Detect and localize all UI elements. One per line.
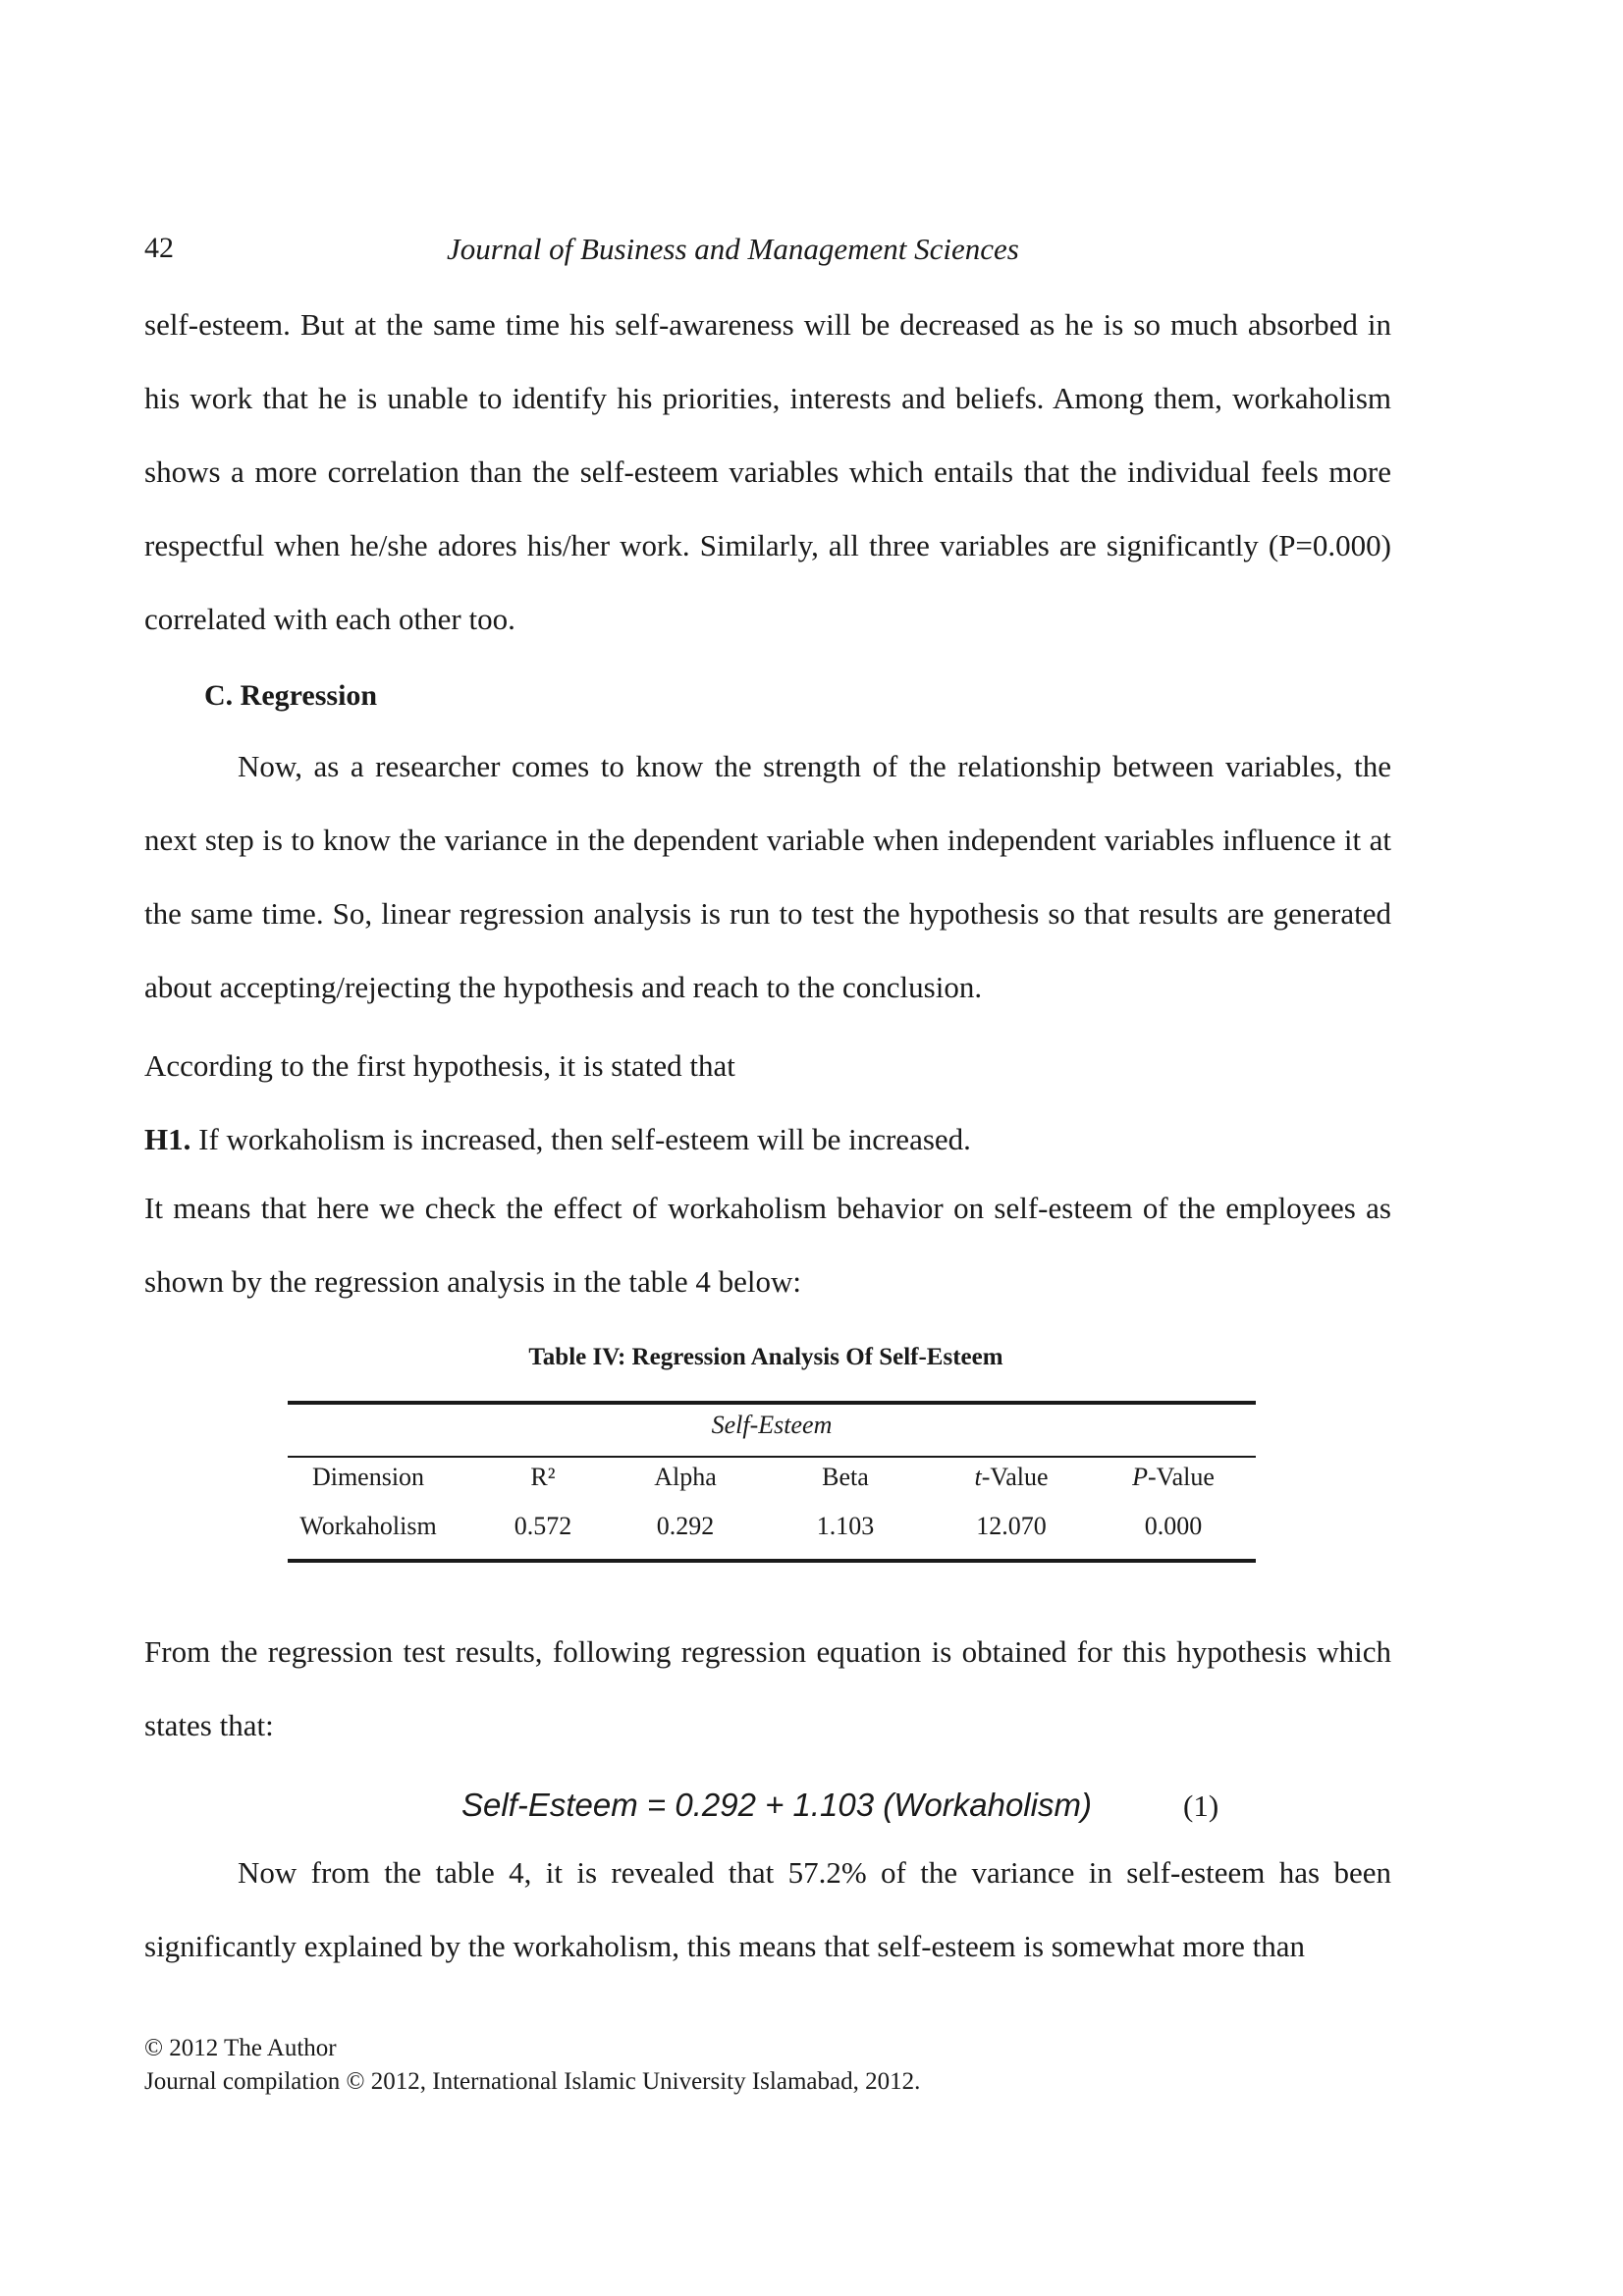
table-cell-dimension: Workaholism — [299, 1512, 437, 1540]
column-header-r-squared: R² — [530, 1463, 556, 1491]
table-cell-alpha: 0.292 — [656, 1512, 715, 1540]
regression-equation: Self-Esteem = 0.292 + 1.103 (Workaholism) — [461, 1787, 1092, 1823]
section-heading: C. Regression — [204, 679, 378, 712]
table-top-rule — [288, 1401, 1256, 1405]
table-bottom-rule — [288, 1559, 1256, 1563]
column-header-beta: Beta — [822, 1463, 869, 1491]
footer — [144, 2032, 920, 2099]
table-caption: Table IV: Regression Analysis Of Self-Esteem — [528, 1344, 1003, 1370]
table-header-rule — [288, 1456, 1256, 1458]
hypothesis-label: H1. — [144, 1122, 191, 1156]
footer-compilation: Journal compilation © 2012, International Islamic University Islamabad, 2012. — [144, 2068, 921, 2095]
journal-title: Journal of Business and Management Sciences — [447, 232, 1019, 266]
table-group-header: Self-Esteem — [711, 1411, 833, 1439]
hypothesis-text: If workaholism is increased, then self-esteem will be increased. — [190, 1122, 971, 1156]
table-cell-t-value: 12.070 — [976, 1512, 1047, 1540]
column-header-dimension: Dimension — [311, 1463, 425, 1491]
column-header-p-value: P-Value — [1132, 1463, 1215, 1491]
page-number: 42 — [144, 232, 174, 264]
paragraph-3: According to the first hypothesis, it is stated that — [144, 1048, 735, 1083]
table-cell-r-squared: 0.572 — [514, 1512, 572, 1540]
paragraph-5: From the regression test results, following regression equation is obtained for this hypothesis which states that: — [144, 1634, 1391, 1742]
paragraph-6: Now from the table 4, it is revealed that 57.2% of the variance in self-esteem has been significantly explained by the workaholism, this means that self-esteem is somewhat more than — [144, 1855, 1391, 1963]
table-cell-beta: 1.103 — [816, 1512, 875, 1540]
column-header-alpha: Alpha — [654, 1463, 717, 1491]
hypothesis-h1 — [144, 1122, 971, 1157]
column-header-t-value: t-Value — [974, 1463, 1049, 1491]
paragraph-4: It means that here we check the effect of workaholism behavior on self-esteem of the employees as shown by the regression analysis in the table 4 below: — [144, 1191, 1391, 1299]
paragraph-1: self-esteem. But at the same time his self-awareness will be decreased as he is so much absorbed in his work that he is unable to identify his priorities, interests and beliefs. Among them, workaholism shows a more correlation than the self-esteem variables which entails that the individual feels more respectful when he/she adores his/her work. Similarly, all three variables are significantly (P=0.000) correlated with each other too. — [144, 307, 1391, 636]
paragraph-2: Now, as a researcher comes to know the strength of the relationship between variables, the next step is to know the variance in the dependent variable when independent variables influence it at the same time. So, linear regression analysis is run to test the hypothesis so that results are generated about accepting/rejecting the hypothesis and reach to the conclusion. — [144, 749, 1391, 1004]
table-cell-p-value: 0.000 — [1144, 1512, 1203, 1540]
equation-number: (1) — [1183, 1789, 1219, 1823]
footer-copyright: © 2012 The Author — [144, 2035, 337, 2061]
